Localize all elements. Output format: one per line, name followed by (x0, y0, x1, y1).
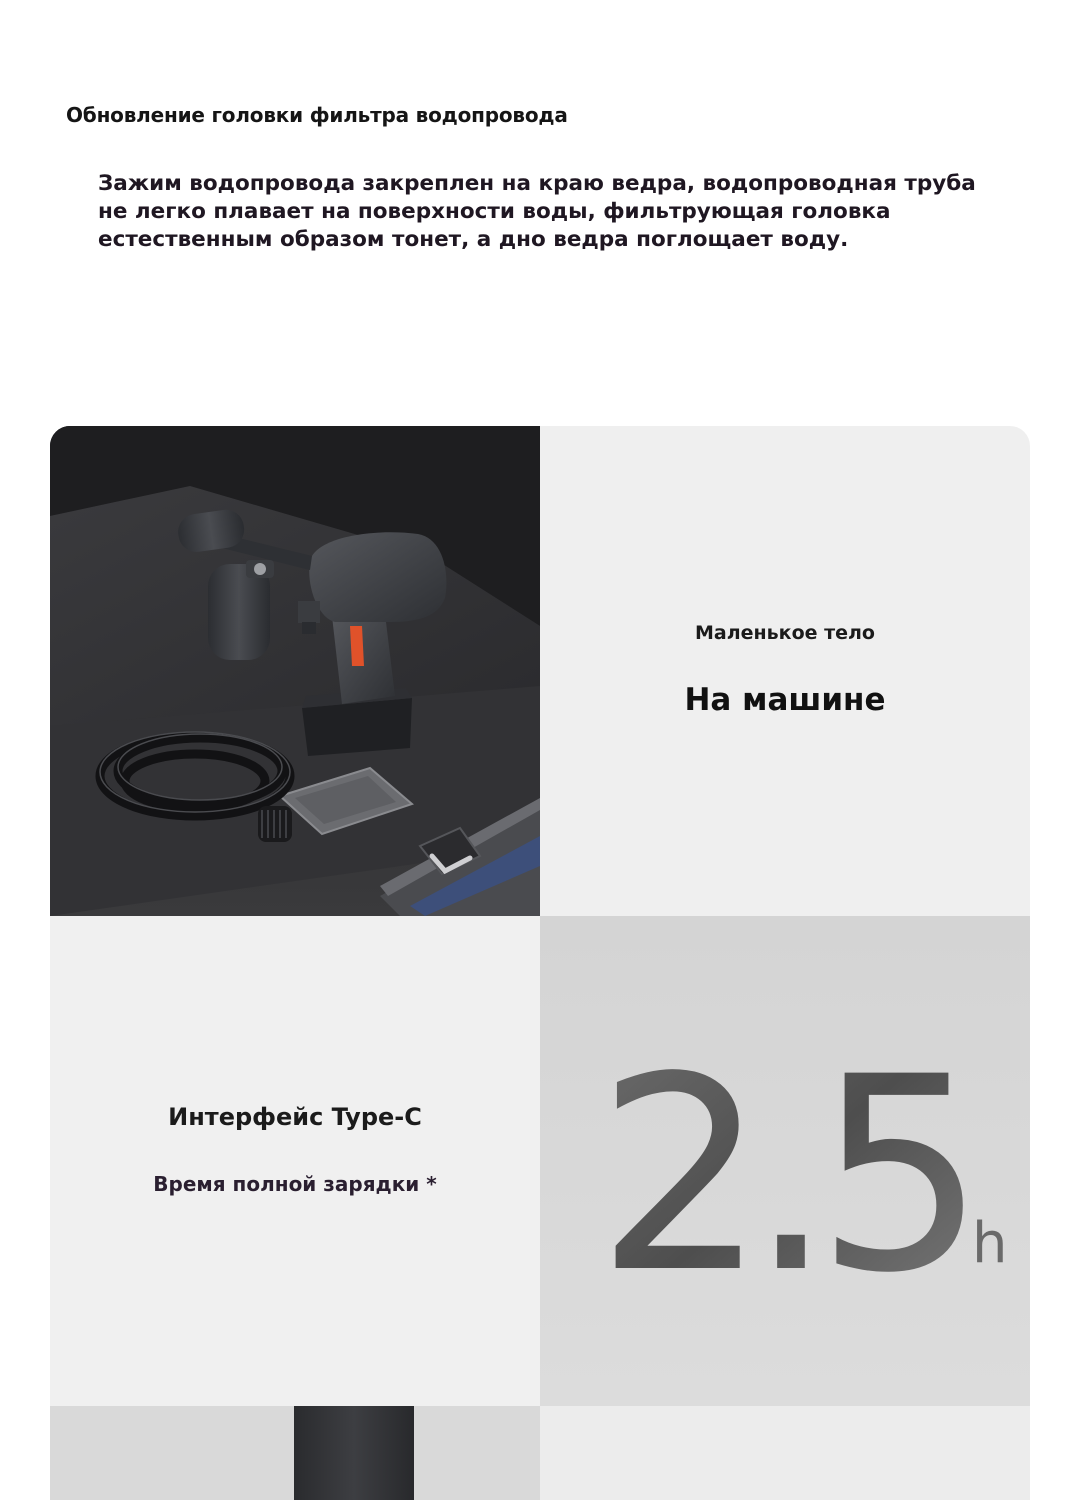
type-c-card (50, 916, 540, 1406)
charge-time-graphic (540, 916, 1030, 1406)
charge-time-value: 2.5 (596, 1020, 969, 1332)
feature-grid (50, 426, 1030, 1500)
device-closeup-image (50, 1406, 540, 1500)
product-in-trunk-image (50, 426, 540, 916)
charge-time-card (540, 916, 1030, 1406)
small-body-headline: На машине (684, 682, 886, 718)
filter-section-title: Обновление головки фильтра водопровода (66, 103, 568, 127)
type-c-headline: Интерфейс Type-C (168, 1103, 422, 1131)
full-charge-time-label: Время полной зарядки * (153, 1172, 437, 1196)
filter-section-description: Зажим водопровода закреплен на краю ведра, водопроводная труба не легко плавает на поверхности воды, фильтрующая головка естественным образом тонет, а дно ведра поглощает воду. (98, 171, 976, 252)
small-body-subtitle: Маленькое тело (695, 622, 875, 644)
next-feature-card (540, 1406, 1030, 1500)
small-body-card (540, 426, 1030, 916)
device-closeup-illustration (50, 1406, 540, 1500)
charge-time-unit: h (972, 1211, 1008, 1276)
trunk-photo-illustration (50, 426, 540, 916)
